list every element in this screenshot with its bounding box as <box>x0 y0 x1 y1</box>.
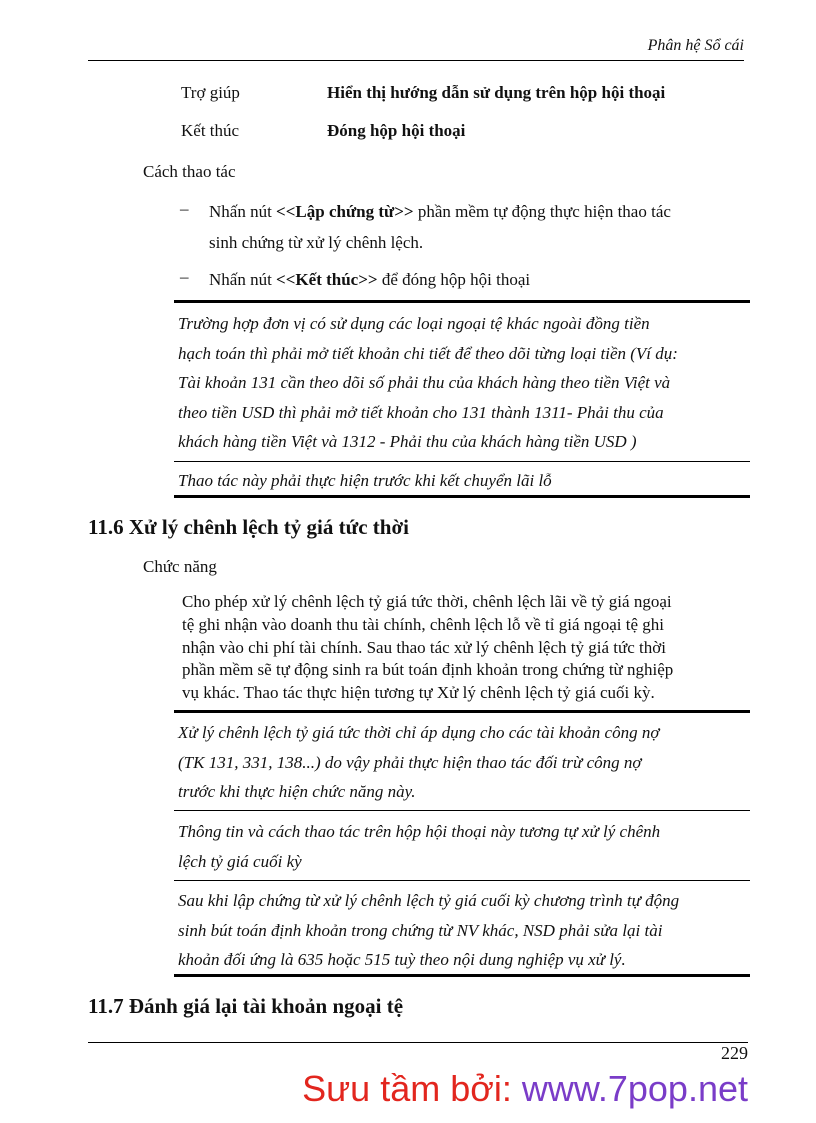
note-line: Sau khi lập chứng từ xử lý chênh lệch tỷ giá cuối kỳ chương trình tự động <box>178 891 680 910</box>
note-top-rule <box>174 710 750 713</box>
note-top-rule <box>174 300 750 303</box>
button-label-help: Trợ giúp <box>181 83 240 102</box>
note-line: (TK 131, 331, 138...) do vậy phải thực hiện thao tác đối trừ công nợ <box>178 752 642 772</box>
note-line: Tài khoản 131 cần theo dõi số phải thu của khách hàng theo tiền Việt và <box>178 373 671 392</box>
note-line: sinh bút toán định khoản trong chứng từ NV khác, NSD phải sửa lại tài <box>178 920 663 940</box>
paragraph-line: vụ khác. Thao tác thực hiện tương tự Xử lý chênh lệch tỷ giá cuối kỳ. <box>182 683 655 703</box>
paragraph-line: Cho phép xử lý chênh lệch tỷ giá tức thời, chênh lệch lãi về tỷ giá ngoại <box>182 592 672 611</box>
note-line: lệch tỷ giá cuối kỳ <box>178 851 302 871</box>
note-bottom-rule <box>174 495 750 498</box>
note-1-footnote: Thao tác này phải thực hiện trước khi kết chuyển lãi lỗ <box>178 471 552 490</box>
note-divider <box>174 461 750 462</box>
usage-step-1-line2: sinh chứng từ xử lý chênh lệch. <box>209 233 424 252</box>
note-bottom-rule <box>174 974 750 977</box>
paragraph-line: tệ ghi nhận vào doanh thu tài chính, chênh lệch lỗ về tỉ giá ngoại tệ ghi <box>182 614 665 634</box>
note-divider <box>174 810 750 811</box>
watermark-url: www.7pop.net <box>521 1068 748 1109</box>
note-line: theo tiền USD thì phải mở tiết khoản cho 131 thành 1311- Phải thu của <box>178 402 664 422</box>
section-11-6-paragraph <box>182 591 748 705</box>
note-line: khoản đối ứng là 635 hoặc 515 tuỳ theo nội dung nghiệp vụ xử lý. <box>178 950 626 969</box>
header-divider <box>88 60 744 61</box>
watermark-label: Sưu tầm bởi: <box>302 1068 522 1109</box>
note-2-para-2 <box>178 817 748 876</box>
note-2-para-3 <box>178 886 748 975</box>
note-line: Trường hợp đơn vị có sử dụng các loại ngoại tệ khác ngoài đồng tiền <box>178 314 650 333</box>
usage-heading: Cách thao tác <box>143 162 236 181</box>
note-line: Thông tin và cách thao tác trên hộp hội thoại này tương tự xử lý chênh <box>178 822 661 841</box>
note-divider <box>174 880 750 881</box>
running-header: Phân hệ Sổ cái <box>647 37 744 54</box>
footer-divider <box>88 1042 748 1043</box>
note-line: khách hàng tiền Việt và 1312 - Phải thu của khách hàng tiền USD ) <box>178 432 637 451</box>
usage-step-2: Nhấn nút <<Kết thúc>> để đóng hộp hội thoại <box>209 270 531 289</box>
note-line: hạch toán thì phải mở tiết khoản chi tiết để theo dõi từng loại tiền (Ví dụ: <box>178 343 678 363</box>
section-11-6-title: 11.6 Xử lý chênh lệch tỷ giá tức thời <box>88 515 409 539</box>
function-heading: Chức năng <box>143 557 217 576</box>
note-2-para-1 <box>178 718 748 807</box>
watermark <box>302 1068 748 1110</box>
paragraph-line: nhận vào chi phí tài chính. Sau thao tác xử lý chênh lệch tỷ giá tức thời <box>182 637 666 657</box>
button-desc-close: Đóng hộp hội thoại <box>327 121 466 140</box>
page-number: 229 <box>721 1043 748 1063</box>
bullet-dash: – <box>180 267 189 286</box>
note-line: Xử lý chênh lệch tỷ giá tức thời chỉ áp dụng cho các tài khoản công nợ <box>178 723 660 742</box>
usage-step-1: Nhấn nút <<Lập chứng từ>> phần mềm tự động thực hiện thao tác <box>209 202 671 221</box>
button-label-close: Kết thúc <box>181 121 240 140</box>
paragraph-line: phần mềm sẽ tự động sinh ra bút toán định khoản trong chứng từ nghiệp <box>182 660 674 680</box>
note-1-body <box>178 309 748 457</box>
button-desc-help: Hiển thị hướng dẫn sử dụng trên hộp hội thoại <box>327 83 666 102</box>
bullet-dash: – <box>180 199 189 218</box>
section-11-7-title: 11.7 Đánh giá lại tài khoản ngoại tệ <box>88 994 404 1018</box>
note-line: trước khi thực hiện chức năng này. <box>178 782 416 801</box>
